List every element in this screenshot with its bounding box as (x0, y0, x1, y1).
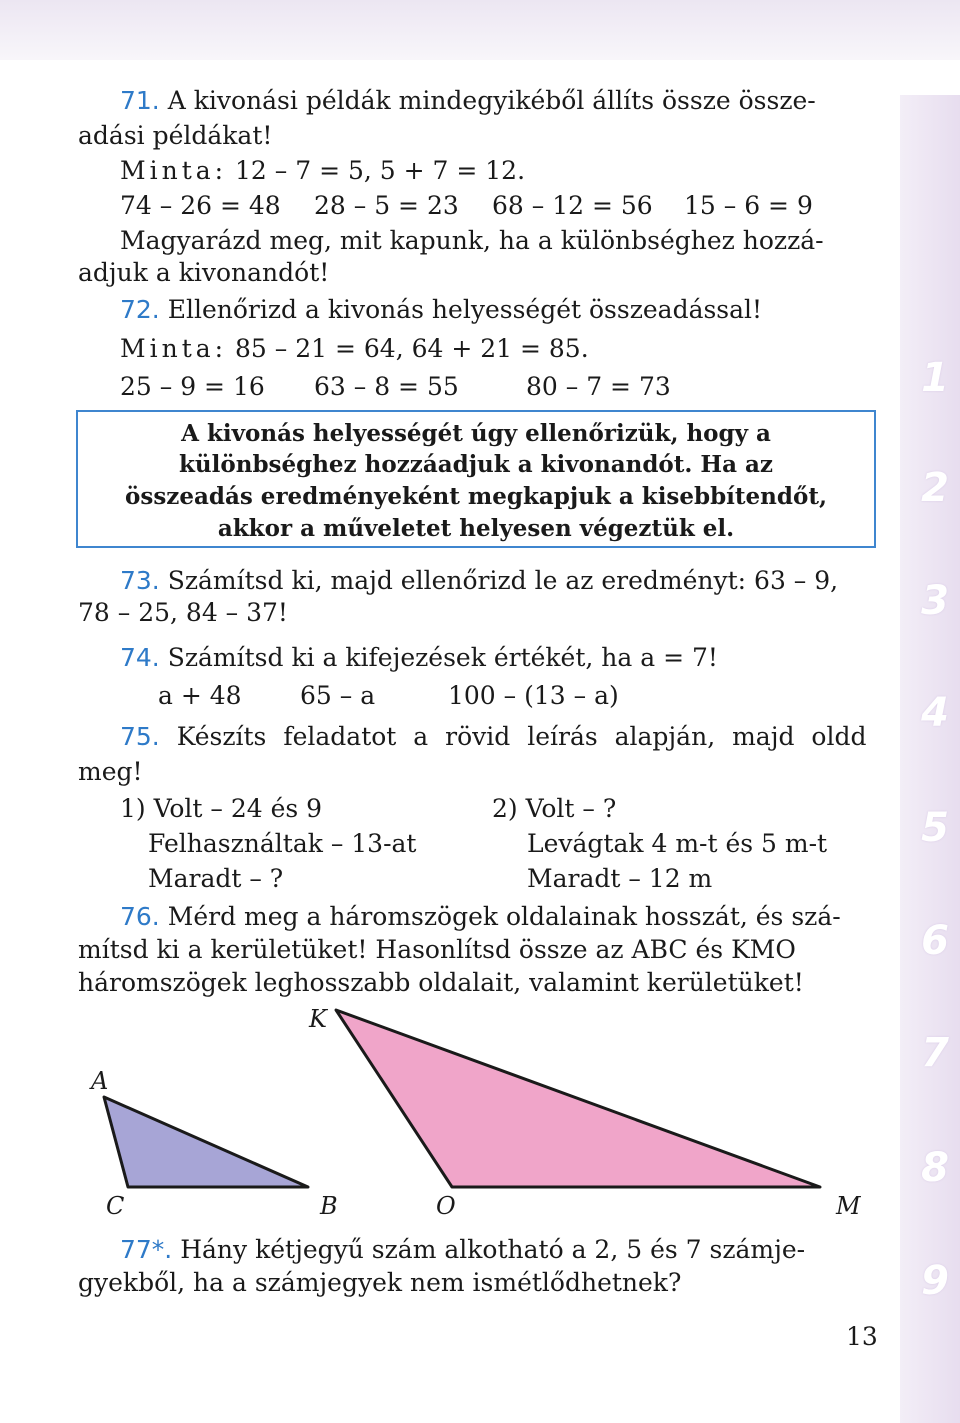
problem-2-line-1: 2) Volt – ? (492, 794, 617, 823)
triangle-abc (104, 1097, 308, 1187)
sidebar-number-5: 5 (921, 805, 949, 851)
exercise-71-line-2: adási példákat! (78, 121, 273, 150)
exercise-74-item-2: 65 – a (300, 681, 376, 710)
exercise-72-item-3: 80 – 7 = 73 (526, 372, 671, 401)
problem-1-line-3: Maradt – ? (148, 864, 284, 893)
vertex-label-a: A (91, 1067, 109, 1095)
exercise-number: 71. (120, 86, 160, 115)
sidebar-number-8: 8 (921, 1145, 949, 1191)
exercise-number: 73. (120, 566, 160, 595)
problem-1-line-1: 1) Volt – 24 és 9 (120, 794, 323, 823)
vertex-label-c: C (106, 1192, 125, 1220)
exercise-75-line-2: meg! (78, 757, 143, 786)
vertex-label-m: M (836, 1192, 861, 1220)
sidebar-number-9: 9 (921, 1258, 949, 1304)
sidebar-number-4: 4 (921, 690, 949, 736)
exercise-76-line-3: háromszögek leghosszabb oldalait, valamint kerületüket! (78, 968, 804, 997)
exercise-text: A kivonási példák mindegyikéből állíts össze össze- (167, 86, 816, 115)
sample-text: 12 – 7 = 5, 5 + 7 = 12. (235, 156, 526, 185)
sidebar-number-2: 2 (921, 465, 949, 511)
problem-2-line-3: Maradt – 12 m (527, 864, 713, 893)
sidebar-number-1: 1 (921, 355, 949, 401)
exercise-77-line-1 (120, 1235, 805, 1265)
exercise-text: Mérd meg a háromszögek oldalainak hosszát, és szá- (167, 902, 841, 931)
exercise-number: 77*. (120, 1235, 173, 1264)
exercise-71-item-1: 74 – 26 = 48 (120, 191, 281, 220)
triangle-kmo (336, 1010, 820, 1187)
sample-label: Minta: (120, 334, 228, 363)
sample-text: 85 – 21 = 64, 64 + 21 = 85. (235, 334, 589, 363)
exercise-text: Ellenőrizd a kivonás helyességét összeadással! (167, 295, 763, 324)
rule-line-4: akkor a műveletet helyesen végeztük el. (217, 515, 735, 542)
exercise-76-line-2: mítsd ki a kerületüket! Hasonlítsd össze az ABC és KMO (78, 935, 796, 964)
sidebar-number-3: 3 (921, 578, 949, 624)
exercise-number: 74. (120, 643, 160, 672)
page-number: 13 (846, 1322, 878, 1351)
exercise-71-line-6: adjuk a kivonandót! (78, 258, 330, 287)
exercise-71-item-4: 15 – 6 = 9 (684, 191, 813, 220)
exercise-text: Készíts feladatot a rövid leírás alapján, majd oldd (176, 722, 867, 751)
sidebar-number-6: 6 (921, 918, 949, 964)
rule-line-2: különbséghez hozzáadjuk a kivonandót. Ha az (179, 451, 773, 478)
sidebar-number-7: 7 (921, 1030, 949, 1076)
exercise-74-item-3: 100 – (13 – a) (448, 681, 619, 710)
exercise-71-line-5: Magyarázd meg, mit kapunk, ha a különbséghez hozzá- (120, 226, 824, 255)
exercise-74-item-1: a + 48 (158, 681, 242, 710)
sample-label: Minta: (120, 156, 228, 185)
exercise-72-item-1: 25 – 9 = 16 (120, 372, 265, 401)
vertex-label-b: B (320, 1192, 338, 1220)
exercise-number: 72. (120, 295, 160, 324)
exercise-77-line-2: gyekből, ha a számjegyek nem ismétlődhetnek? (78, 1268, 682, 1297)
rule-line-3: összeadás eredményeként megkapjuk a kisebbítendőt, (125, 483, 827, 510)
exercise-71-item-3: 68 – 12 = 56 (492, 191, 653, 220)
vertex-label-k: K (309, 1005, 327, 1033)
exercise-71-item-2: 28 – 5 = 23 (314, 191, 459, 220)
exercise-number: 76. (120, 902, 160, 931)
exercise-72-item-2: 63 – 8 = 55 (314, 372, 459, 401)
vertex-label-o: O (436, 1192, 456, 1220)
rule-line-1: A kivonás helyességét úgy ellenőrizük, hogy a (181, 420, 771, 447)
problem-2-line-2: Levágtak 4 m-t és 5 m-t (527, 829, 828, 858)
problem-1-line-2: Felhasználtak – 13-at (148, 829, 417, 858)
exercise-text: Számítsd ki, majd ellenőrizd le az eredményt: 63 – 9, (167, 566, 839, 595)
exercise-text: Számítsd ki a kifejezések értékét, ha a = 7! (167, 643, 718, 672)
exercise-number: 75. (120, 722, 160, 751)
exercise-73-line-2: 78 – 25, 84 – 37! (78, 598, 288, 627)
exercise-text: Hány kétjegyű szám alkotható a 2, 5 és 7 számje- (180, 1235, 806, 1264)
